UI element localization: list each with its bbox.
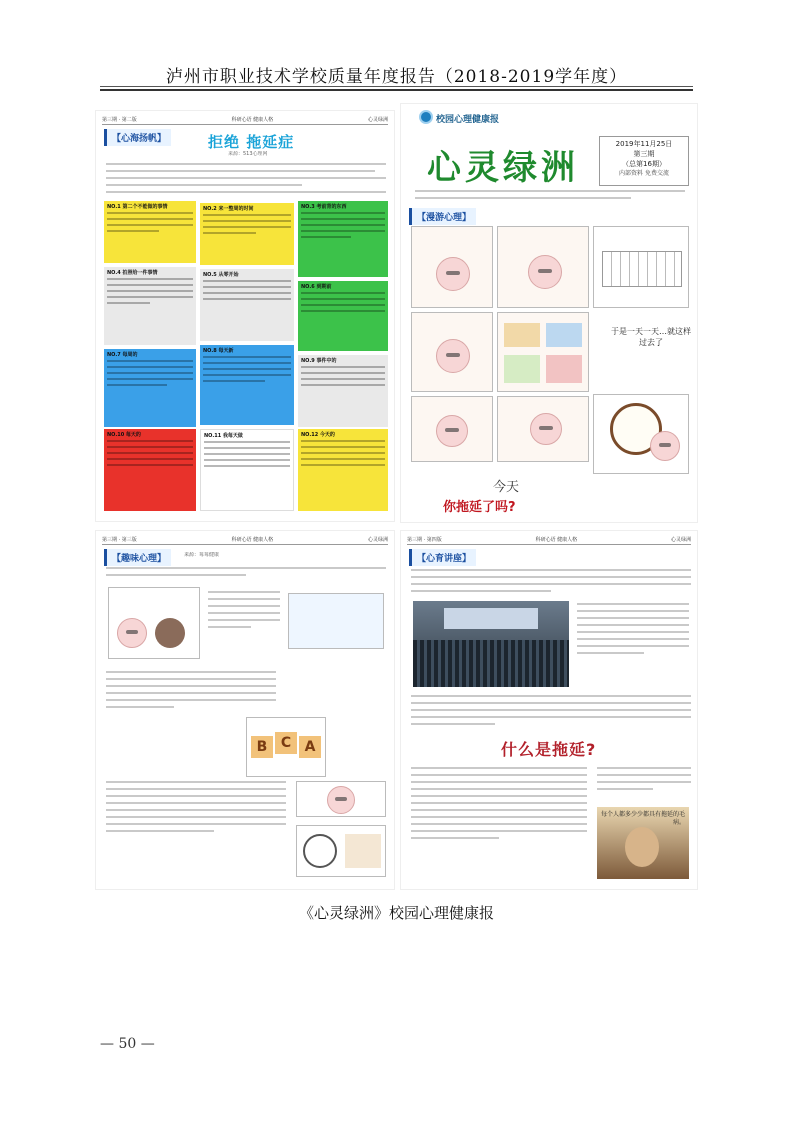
comic-panel-8 — [497, 396, 589, 462]
tip-10: NO.10 每天的 — [104, 429, 196, 511]
issue-total: （总第16期） — [622, 160, 666, 168]
comic-panel-calendar — [593, 226, 689, 308]
portrait-quote: 每个人都多少少都具有拖延的毛病。 — [601, 811, 686, 826]
tip-6: NO.6 到期前 — [298, 281, 388, 351]
tip-12: NO.12 今天的 — [298, 429, 388, 511]
header-rule-thick — [100, 89, 693, 91]
tip-4: NO.4 拍照给一件事情 — [104, 267, 196, 345]
illustration-character — [296, 781, 386, 817]
body-text-a — [208, 591, 280, 651]
strip-center: 科研心语 健康人格 — [535, 537, 578, 543]
illustration-clock — [296, 825, 386, 877]
body-text-a — [577, 603, 689, 693]
letter-a: A — [299, 736, 321, 758]
illustration-desk — [288, 593, 384, 649]
body-text-c — [411, 767, 587, 877]
page-strip — [102, 115, 388, 125]
tip-3: NO.3 考前背的东西 — [298, 201, 388, 277]
tip-5: NO.5 从零开始 — [200, 269, 294, 341]
today-label: 今天 — [493, 480, 520, 495]
scan-caption: 《心灵绿洲》校园心理健康报 — [298, 904, 494, 922]
today-question — [443, 496, 516, 515]
tip-9: NO.9 事件中的 — [298, 355, 388, 427]
newsletter-page-3 — [95, 530, 395, 890]
tip-7: NO.7 每周的 — [104, 349, 196, 427]
newsletter-page-2 — [400, 103, 698, 523]
report-title: 泸州市职业技术学校质量年度报告（2018-2019学年度） — [165, 67, 628, 87]
page-strip — [102, 535, 388, 545]
lecture-photo — [413, 601, 569, 687]
comic-panel-7 — [411, 396, 493, 462]
masthead: 心灵绿洲 — [427, 148, 579, 188]
headline — [208, 131, 294, 152]
today-question-text: 你拖延了吗? — [443, 500, 516, 515]
byline: 来源：513心理网 — [228, 151, 268, 157]
tip-2: NO.2 来一整周的时间 — [200, 203, 294, 265]
comic-panel-clock — [593, 394, 689, 474]
issue-no: 第三期 — [633, 150, 655, 158]
section-tag: 【漫游心理】 — [409, 208, 476, 225]
school-logo-icon — [419, 110, 433, 124]
headline-text: 拒绝 拖延症 — [208, 133, 295, 151]
header-rule-thin — [100, 86, 693, 87]
portrait-photo — [597, 807, 689, 879]
section-tag: 【心海扬帆】 — [104, 129, 171, 146]
strip-left: 第三期 · 第四版 — [407, 537, 442, 543]
strip-right: 心灵绿洲 — [367, 117, 388, 123]
page-number: — 50 — — [100, 1036, 155, 1052]
strip-right: 心灵绿洲 — [367, 537, 388, 543]
newsletter-page-1 — [95, 110, 395, 522]
illustration-birds — [108, 587, 200, 659]
letter-c: C — [275, 732, 297, 754]
tip-11: NO.11 我每天做 — [200, 429, 294, 511]
intro-text — [411, 569, 691, 599]
strip-right: 心灵绿洲 — [670, 537, 691, 543]
comic-panel-4 — [411, 312, 493, 392]
tip-1: NO.1 第二个不能做的事情 — [104, 201, 196, 263]
comic-caption: 于是一天一天…就这样过去了 — [611, 327, 691, 347]
byline: 来源：每每健康 — [184, 552, 220, 558]
body-text-c — [106, 781, 286, 871]
strip-left: 第三期 · 第二版 — [102, 117, 137, 123]
newsletter-page-4 — [400, 530, 698, 890]
section-tag: 【趣味心理】 — [104, 549, 171, 566]
comic-panel-1 — [411, 226, 493, 308]
strip-center: 科研心语 健康人格 — [231, 117, 274, 123]
issue-date: 2019年11月25日 — [615, 140, 673, 148]
credits-lines — [415, 190, 685, 204]
issue-note: 内部资料 免费交流 — [619, 170, 669, 177]
body-text-b — [411, 695, 691, 731]
comic-panel-5 — [497, 312, 589, 392]
intro-text — [106, 163, 386, 199]
intro-text — [106, 567, 386, 585]
page-strip — [407, 535, 691, 545]
newsletter-brand: 校园心理健康报 — [436, 115, 500, 125]
body-text-d — [597, 767, 691, 807]
illustration-bca — [246, 717, 326, 777]
issue-box — [599, 136, 689, 186]
comic-panel-2 — [497, 226, 589, 308]
strip-center: 科研心语 健康人格 — [231, 537, 274, 543]
strip-left: 第三期 · 第三版 — [102, 537, 137, 543]
section-tag: 【心育讲座】 — [409, 549, 476, 566]
today-line — [493, 476, 519, 495]
letter-b: B — [251, 736, 273, 758]
tip-8: NO.8 每天新 — [200, 345, 294, 425]
question-title: 什么是拖延? — [501, 740, 597, 759]
